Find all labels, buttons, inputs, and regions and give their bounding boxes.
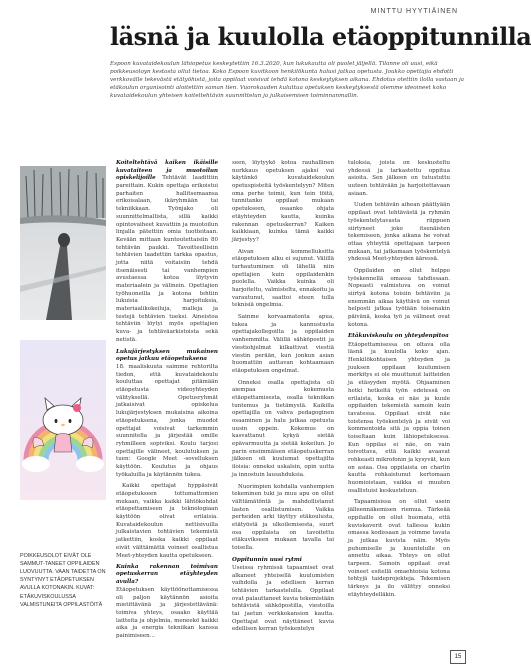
paragraph: tuloksia, joista on keskusteltu yhdessä ja tarkastettu oppitua asioita. Sen jälkeen on tutustuttu uuteen tehtävään ja harjoitettavaan asiaan. <box>348 160 450 197</box>
cartoon-drawing-photo <box>20 340 106 500</box>
paragraph: Useissa ryhmissä tapaamiset ovat alkaneet yhteisellä kuulumisten vaihdolla ja edellisen kerran tehtävien tarkastelulla. Oppilaat ovat palauttaneet kuvia tekemistään tehtävistä sähköpostilla, viestoilla tai jaetun verkkokansion kautta. Opettajat ovat näyttäneet kuvia edellisen kerran työskentelyn <box>232 564 334 633</box>
photo-caption: POIKKEUSOLOT EIVÄT OLE SAMMUT-TANEET OPPILAIDEN LUOVUUTTA. VAAN TAIDETTA ON SYNTYNYT ETÄOPETUKSEN AVULLA KOTONAKIN. KUVAT: ETÄKUVISKOULUSSA VALMISTUNEITA OPPILASTÖITÄ <box>20 553 106 608</box>
paragraph: Nuorimpien kohdalla vanhempien tekeminen tuki ja muu apu on ollut välttämätöntä ja mahdollistanut lasten osallistumisen. Vaikka perheiden arki täyttyy etäkoulusta, etätyöstä ja ulkoilemisesta, suurt osa oppilaista on tavoitettu etäkuvikseen mukaan tavalla tai toisella. <box>232 483 334 551</box>
paragraph: Onneksi osalla opettajista oli aiempaa kokemusta etäopettamisesta, osalla tekniikan tuntemus ja tietämystä. Kaikilla opettajilla on vahva pedagoginen osaaminen ja halu jatkaa opetusta uusin oppein. Kokemus on kasvattanut kykyä sietää epävarmuutta ja sietää kokeilun. Jo parin ensimmäisen etäopetuskerran jälkeen oli kuulumat opettajilta iloisia: onneksi uskalsin, opin uutta ja innostuin lausahduksia. <box>232 379 334 478</box>
paragraph-text: Tehtävät laadittiin pareittain. Kukin opettaja erikoistui parhaiten hallitsemaansa erikoisalaan, ikäryhmään tai tekniikkaan. Työnjako oli suunnittelmallista, sillä kaikki opintovaiheet kuvattiin ja muotoilun linjalla pätettiin omia tuotteitaan. Kevään mittaan kuntoutettaisiin 80 tehtävän paukki. Tavoitteellisiin tehtävien laadettiin tarkka opastus, jotta niitä voitaisiin tehdä itsenäisesti tai vanhempien avustaessa kotoa löytyvin materiaalein ja välinein. Opettajien työhuoneilla ja kotona tehtiin lukuisia harjoituksia, materiaalikokeiluja, malleja ja testejä tehtävien tueksi. Aineistoa tehtäviin löytyi myös opettajien kuva- ja tehtäväarkistoista sekä netistä. <box>116 175 219 343</box>
paragraph: Etäopettamisessa on oltava olla läsnä ja kuulolla koko ajan. Henkilökohtaisen yhteyden ja juuksen oppilaan kuulumisen merkitys ei ole muuttunut laitteiden ja etäsyyden myötä. Ohjaaminen hetki hetkeltä työn edetessä on erilaista, koska ei näe ja kuule oppilaiden tekemistä samoin kuin tavatessa. Oppilaat eivät näe toistensa työskentelyä ja eivät voi kommentoida sitä ja oppia toinen toiseltaan kuin lähiopetuksessa. Kun oppilas ei näe, on vain toivottava, että kaikki avaavat rohkeasti mikrofonin ja kysyvät, kun on asiaa. Osa oppilaista on charlin kautta rohkaistunut kertomaan huomioistaan, vaikka ei muuten osallistuisi keskusteluun. <box>348 341 450 494</box>
section-heading: Etäkuviskoulu on yhteydenpitoa <box>348 333 449 340</box>
article-title: läsnä ja kuulolla etäoppitunnilla <box>110 22 531 51</box>
paragraph: Sainme korvaamatonta apua, tukea ja kannustusta opettajakollegoilta ja oppilaiden vanhemmilta. Välillä sähköpostit ja viestiohjelmat kilkattivat viestiä viestin perään, kun jonkun asian huomattiin auttavan kohtaamaan etäopetuksen ongelmat. <box>232 314 334 374</box>
section-heading: Oppitunnin uusi rytmi <box>232 556 302 563</box>
paragraph: Tapaamisissa on ollut usein jälleennäkemisen riemua. Tärkeää oppilaille on ollut huomata, että kuviskaverit ovat tallessa kukin omassa kodissaan ja voimme tavata ja jutkaa kuvista näin. Myös puhumiselle ja kuuntelulle on annettu aikaa. Yhteys on ollut tarpeen. Samoin oppilaat ovat voineet esitellä omaehtoisia kotona tehtyjä taideprojekteja. Tekemisen tärkeys ja ilo välittyy onneksi etäyhteydelläkin. <box>348 499 450 598</box>
section-heading: Lukujärjestyksen mukainen opetus jatkuu etäopetuksena <box>116 348 218 362</box>
paragraph: Kaikki opettajat hyppäsivät etäopetukseen tottumattomien mukaan, vaikka kaikki lähtökohdat etäopettamiseen ja teknologiaan käyttöön olivat erilaisia. Kuvataidekoulun nettisivuilla julkaistavien tehtävien tekemistä jatkettiin, koska kaikki oppilaat eivät välttämättä voineet osallistua Meet-yhteyden kautta opetukseen. <box>116 483 218 559</box>
section-heading: Kuinka rakennan toimivan opetuskerran etäyhteyden avulla? <box>116 564 218 585</box>
article-column-2 <box>232 160 334 646</box>
article-column-1 <box>116 160 218 646</box>
article-column-3 <box>348 160 450 646</box>
paragraph: Oppilaiden on ollut helppo työskennellä omassa tahdissaan. Nopeasti valmistuva on voinut siirtyä kotona toisiin tehtäviin ja enemmän aikaa käyttävä on voinut helposti jatkaa työtään toisenakin päivänä, koska työ ja välineet ovat kotona. <box>348 267 450 328</box>
paragraph: seen, löytyykö kotoa rauhallinen nurkkaus opetuksen ajaksi vai käytänkö kuvataidekoulun opetuspisteitä työskentelyyn? Miten oma perhe toimii, kun tein töitä, tunnitanko oppilaat mukaan opetukseen, osaanko ohjata etäyhteyden kautta, kuinka rakennan opetuskerran? Kaiken kaikkiaan, kuinka tämä kaikki järjestyy? <box>232 160 334 243</box>
author-name: MINTTU HYYTIÄINEN <box>370 8 458 15</box>
paragraph: 18. maaliskuuta saimme rehtorilta tiedon, että kuvataidekoulu kouluttaa opettajat pitämään etäopetusta videoyhteyden välityksellä. Opetusryhmät jatkaisivat opiskelua lukujärjestyksen mukaisina aikoina etäopetuksena, jonka muodot opettajat voisivat tarkemmin suunnitella ja järjestää omille ryhmilleen sopiviksi. Koulu tarjosi opettajille välineet, koulutuksen ja tuen: Google Meet -sovelluksen käyttöön. Koulutus ja ohjaus työkaluilla ja käytännön tukea. <box>116 364 218 478</box>
paragraph: Etäopetuksen käyttöönottamisessa oli paljon käytännön asioita mietittävänä ja järjestettävänä: toimiva yhteys, osaako käyttää laitteita ja ohjelmia, meneekö kaikki aika ja energia tekniikan kanssa painimiseen... <box>116 587 218 640</box>
paragraph <box>116 160 218 345</box>
winter-shadow-image <box>20 166 106 320</box>
run-in-heading: Koiteltehtävä kaiken ikäisille kuvataiteen ja muotoilun opiskelijoille <box>116 160 218 182</box>
cartoon-drawing-image <box>20 340 106 500</box>
page-number: 15 <box>450 650 466 664</box>
paragraph: Uuden tehtävän aihean päättyään oppilaat ovat tehtävästä ja ryhmän työskentelytavasta riippuen siirtyneet joko itsenäisten tekemiseen, jonka aikana he voivat ottaa yhteyttä opettajaan tarpeen mukaan, tai jatkamaan työskentelyä yhdessä Meet-yhteyden ääressä. <box>348 202 450 263</box>
article-lead: Espoon kuvataidekoulun lähiopetus keskeytettiin 16.3.2020, kun lukukautta oli puolet jäljellä. Tilanne oli uusi, eikä poikkeusoloyn kestosta ollut tietoa. Koko Espoon kuvitkoon henkilökunta halusi jatkaa opetusta. Joukko opettajia ehdotti verkkovälle tekevästä etätyöhistä, joita oppilaat voisivat tehdä kotona keskeytyksen aikana. Ehdotus otettiin ilolla vastaan ja etäkoulun organisointi aloitettiin saman tien. Vuorokauden kuluttua opetuksen keskeytyksestä olemme ideoineet koko kuvataidekoulun yhteisen koiteltehtävin suunnittelun ja julkaisemisen toiminnanmallin. <box>110 61 465 100</box>
winter-shadow-photo <box>20 166 106 320</box>
paragraph: Aivan kommelluksitta etäopetuksen alku ei sujunut. Välillä turhautuminen oli lähellä niin opettajien kuin oppilaidenkin puolella. Vaikka kuinka oli harjoiteltu, valmisteltu, ennakoitu ja varautunut, saattoi eteen tulla teknisiä ongelmia. <box>232 248 334 309</box>
